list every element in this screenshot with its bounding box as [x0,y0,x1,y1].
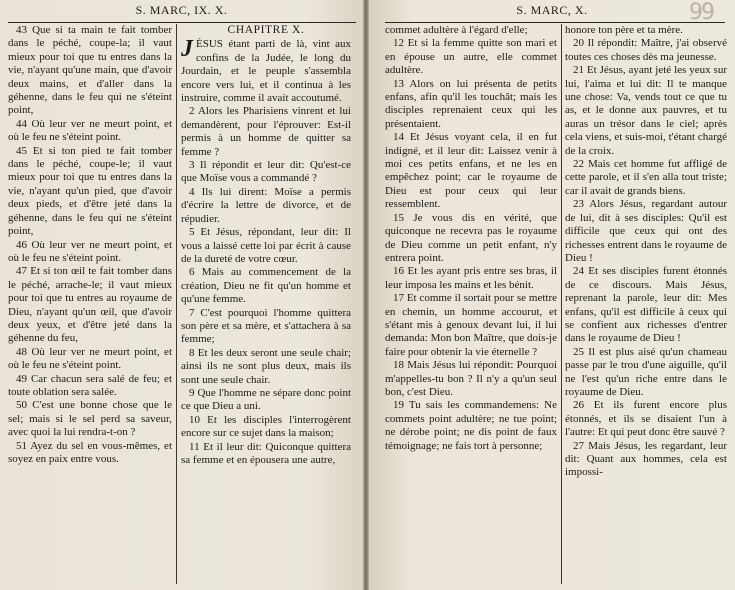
verse: 16 Et les ayant pris entre ses bras, il leur imposa les mains et les bénit. [385,265,557,291]
verse: 22 Mais cet homme fut affligé de cette parole, et il s'en alla tout triste; car il avait de grands biens. [565,158,727,197]
left-page-header: S. MARC, IX. X. [135,3,228,17]
verse: 6 Mais au commencement de la création, Dieu ne fit qu'un homme et qu'une femme. [181,266,351,306]
verse: 26 Et ils furent encore plus étonnés, et ils se disaient l'un à l'autre: Et qui peut donc être sauvé ? [565,399,727,439]
verse: 44 Où leur ver ne meurt point, et où le feu ne s'éteint point. [8,117,172,144]
drop-cap: J [181,36,193,63]
right-column-divider [561,24,562,584]
right-column-2 [565,24,727,584]
chapter-title: CHAPITRE X. [227,24,305,36]
verse: 45 Et si ton pied te fait tomber dans le péché, coupe-le; il vaut mieux pour toi que tu entres dans la vie, n'ayant qu'un pied, que d'avoir deux pieds, et d'être jeté dans la géhenne, dans le feu qui ne s'éteint point, [8,144,172,238]
verse: 5 Et Jésus, répondant, leur dit: Il vous a laissé cette loi par écrit à cause de la dureté de votre cœur. [181,226,351,265]
left-header-rule [8,22,356,23]
left-column-1 [8,24,172,584]
right-header-rule [385,22,725,23]
verse: 25 Il est plus aisé qu'un chameau passe par le trou d'une aiguille, qu'il ne l'est qu'un riche entre dans le royaume de Dieu. [565,345,727,398]
left-page [0,0,363,590]
verse: honore ton père et ta mère. [565,24,683,36]
verse: 3 Il répondit et leur dit: Qu'est-ce que Moïse vous a commandé ? [181,159,351,185]
verse: 21 Et Jésus, ayant jeté les yeux sur lui, l'aima et lui dit: Il te manque une chose: Va, vends tout ce que tu as, et le donne aux pauvres, et tu auras un trésor dans le ciel; après cela viens, et suis-moi, t'étant chargé de la croix. [565,64,727,157]
left-column-2 [181,24,351,584]
verse: 2 Alors les Pharisiens vinrent et lui demandèrent, pour l'éprouver: Est-il permis à un homme de quitter sa femme ? [181,105,351,158]
verse: 24 Et ses disciples furent étonnés de ce discours. Mais Jésus, reprenant la parole, leur dit: Mes enfans, qu'il est difficile à ceux qui se confient aux richesses d'entrer dans le royaume de Dieu ! [565,265,727,345]
verse: 50 C'est une bonne chose que le sel; mais si le sel perd sa saveur, avec quoi la lui rendra-t-on ? [8,399,172,439]
right-page-header: S. MARC, X. [516,3,588,17]
verse: 9 Que l'homme ne sépare donc point ce que Dieu a uni. [181,386,351,413]
verse: 47 Et si ton œil te fait tomber dans le péché, arrache-le; il vaut mieux pour toi que tu entres au royaume de Dieu, n'ayant qu'un œil, que d'avoir deux yeux, et d'être jeté dans la géhenne du feu, [8,265,172,345]
verse: 27 Mais Jésus, les regardant, leur dit: Quant aux hommes, cela est impossi- [565,439,727,479]
verse: commet adultère à l'égard d'elle; [385,24,528,36]
verse: 20 Il répondit: Maître, j'ai observé toutes ces choses dès ma jeunesse. [565,37,727,63]
verse: 46 Où leur ver ne meurt point, et où le feu ne s'éteint point. [8,238,172,264]
verse: 10 Et les disciples l'interrogèrent encore sur ce sujet dans la maison; [181,413,351,440]
handwritten-page-number: 99 [689,0,713,25]
verse: 12 Et si la femme quitte son mari et en épouse un autre, elle commet adultère. [385,37,557,77]
verse: 51 Ayez du sel en vous-mêmes, et soyez en paix entre vous. [8,439,172,465]
verse: 17 Et comme il sortait pour se mettre en chemin, un homme accourut, et s'étant mis à genoux devant lui, il lui demanda: Mon bon Maître, que dois-je faire pour obtenir la vie éternelle ? [385,292,557,358]
verse: 13 Alors on lui présenta de petits enfans, afin qu'il les touchât; mais les disciples reprenaient ceux qui les présentaient. [385,77,557,130]
verse: 11 Et il leur dit: Quiconque quittera sa femme et en épousera une autre, [181,440,351,466]
verse: 43 Que si ta main te fait tomber dans le péché, coupe-la; il vaut mieux pour toi que tu entres dans la vie, n'ayant qu'une main, que d'avoir deux mains, et d'aller dans la géhenne, dans le feu qui ne s'éteint point, [8,24,172,117]
verse: 18 Mais Jésus lui répondit: Pourquoi m'appelles-tu bon ? Il n'y a qu'un seul bon, c'est Dieu. [385,359,557,398]
chapter-opening-verse [181,38,351,105]
left-column-divider [176,24,177,584]
verse-text: ÉSUS étant parti de là, vint aux confins de la Judée, le long du Jourdain, et le peuple s'assembla encore vers lui, et il continua à les instruire, comme il avait accoutumé. [181,38,351,105]
verse: 48 Où leur ver ne meurt point, et où le feu ne s'éteint point. [8,345,172,372]
verse: 15 Je vous dis en vérité, que quiconque ne recevra pas le royaume de Dieu comme un petit enfant, n'y entrera point. [385,211,557,264]
verse: 19 Tu sais les commandemens: Ne commets point adultère; ne tue point; ne dérobe point; ne dis point de faux témoignage; ne fais tort à personne; [385,399,557,452]
verse: 8 Et les deux seront une seule chair; ainsi ils ne sont plus deux, mais ils sont une seule chair. [181,346,351,386]
verse: 7 C'est pourquoi l'homme quittera son père et sa mère, et s'attachera à sa femme; [181,306,351,346]
verse: 4 Ils lui dirent: Moïse a permis d'écrire la lettre de divorce, et de répudier. [181,185,351,225]
verse: 14 Et Jésus voyant cela, il en fut indigné, et il leur dit: Laissez venir à moi ces petits enfans, et ne les en empêchez point; car le royaume de Dieu est pour ceux qui leur ressemblent. [385,131,557,211]
right-column-1 [385,24,557,584]
right-page [369,0,735,590]
verse: 49 Car chacun sera salé de feu; et toute oblation sera salée. [8,372,172,398]
verse: 23 Alors Jésus, regardant autour de lui, dit à ses disciples: Qu'il est difficile que ceux qui ont des richesses entrent dans le royaume de Dieu ! [565,198,727,264]
